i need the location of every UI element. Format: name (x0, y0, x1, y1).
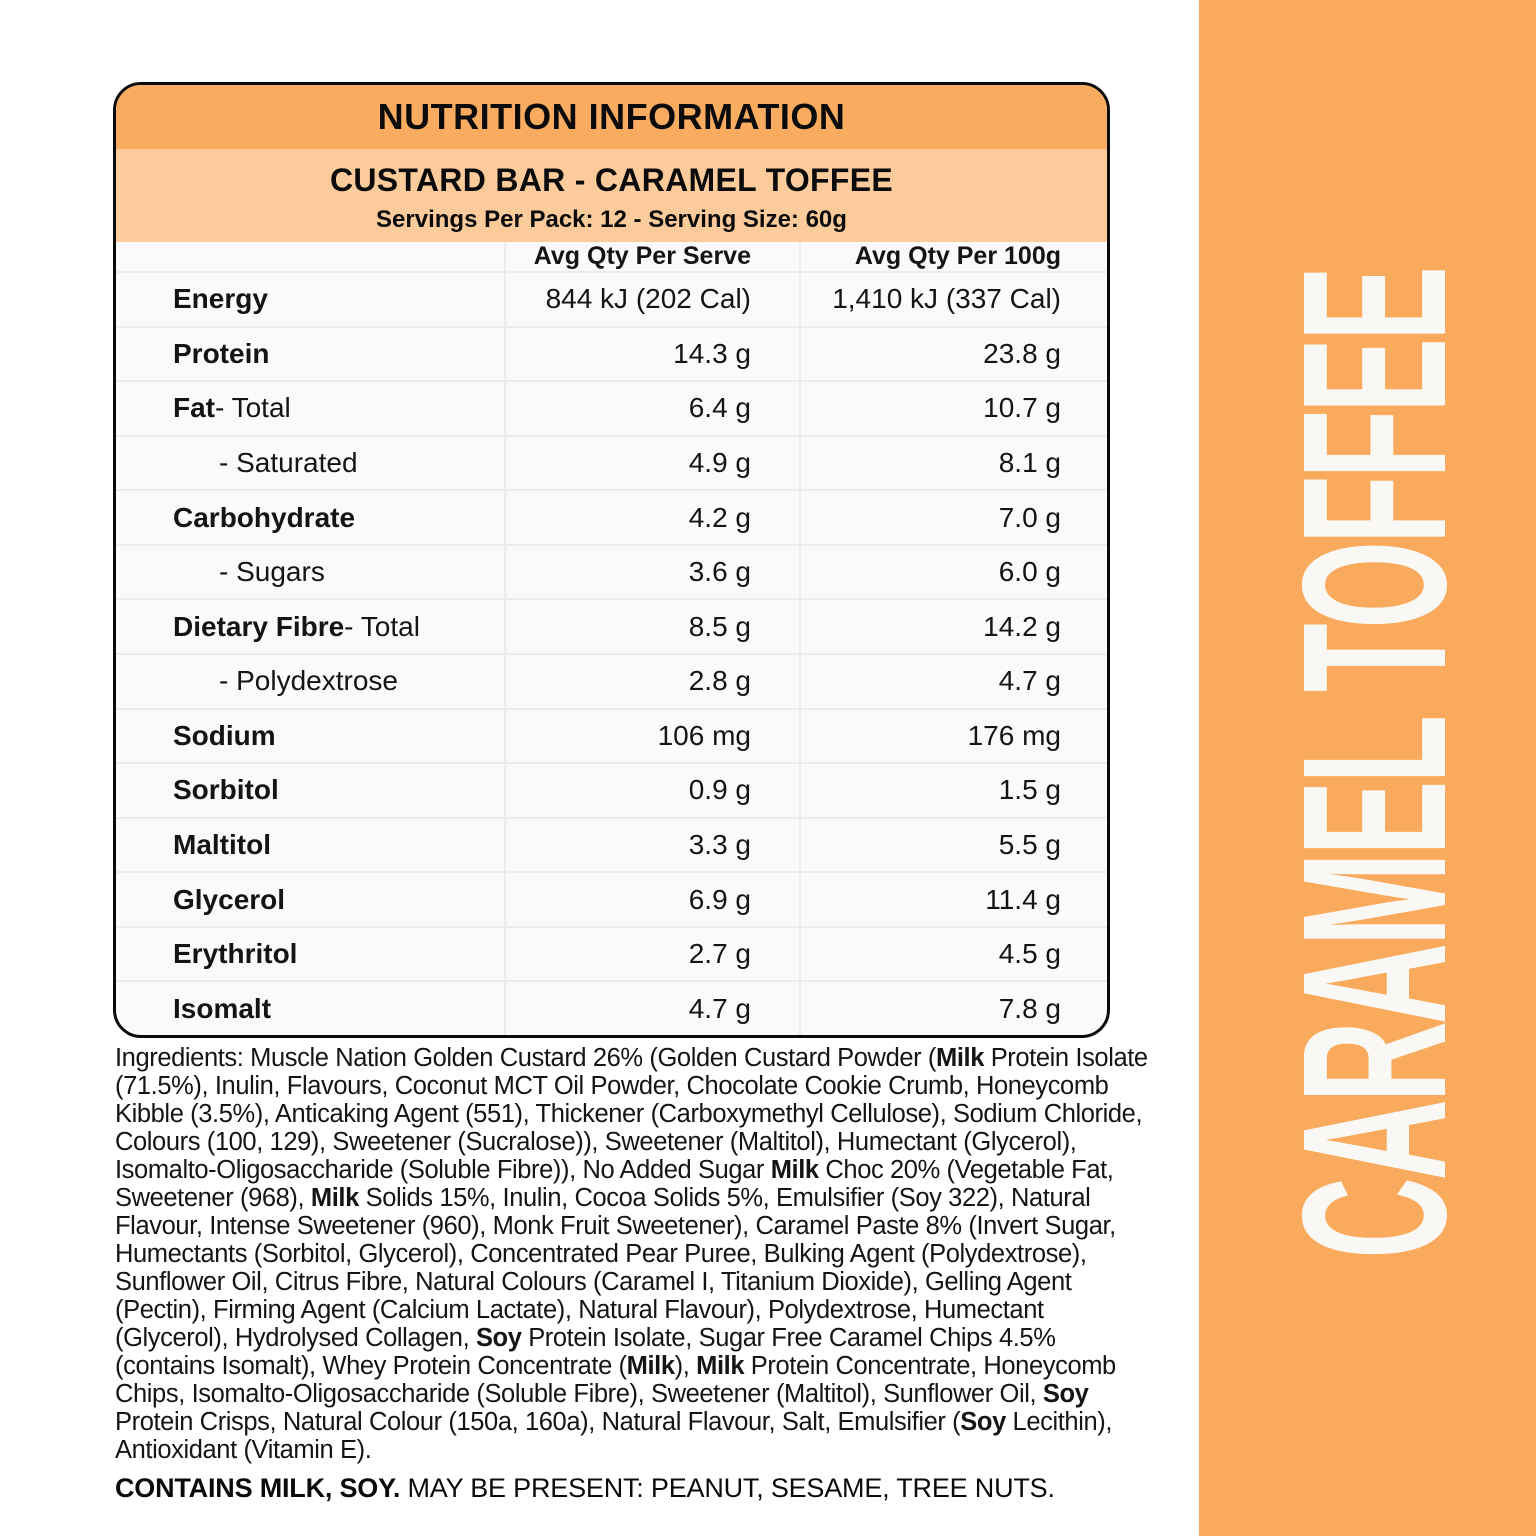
nutrient-label: Energy (116, 273, 506, 326)
nutrition-row (116, 271, 1107, 326)
nutrition-row (116, 871, 1107, 926)
value-per-100g: 4.7 g (998, 665, 1061, 697)
nutrition-row (116, 980, 1107, 1035)
value-per-serve: 8.5 g (506, 600, 801, 653)
value-per-100g: 10.7 g (983, 392, 1061, 424)
value-per-serve: 2.8 g (506, 655, 801, 708)
nutrition-row (116, 762, 1107, 817)
value-per-serve: 3.6 g (506, 546, 801, 599)
value-per-100g: 7.0 g (998, 501, 1061, 533)
nutrition-table (116, 242, 1107, 1035)
value-per-100g: 176 mg (967, 719, 1061, 751)
nutrient-label: - Sugars (116, 546, 506, 599)
value-per-100g: 5.5 g (998, 828, 1061, 860)
value-per-serve: 106 mg (506, 710, 801, 763)
nutrition-row (116, 380, 1107, 435)
nutrition-row (116, 708, 1107, 763)
nutrient-label: Protein (116, 328, 506, 381)
nutrient-label: Sodium (116, 710, 506, 763)
nutrition-row (116, 926, 1107, 981)
value-per-100g: 11.4 g (985, 883, 1061, 915)
nutrient-label: Erythritol (116, 928, 506, 981)
col-header-serve: Avg Qty Per Serve (506, 242, 801, 271)
nutrition-row (116, 653, 1107, 708)
nutrition-row (116, 598, 1107, 653)
flavor-sidebar (1199, 0, 1536, 1536)
value-per-100g: 8.1 g (998, 446, 1061, 478)
value-per-serve: 14.3 g (506, 328, 801, 381)
value-per-100g: 4.5 g (998, 938, 1061, 970)
value-per-serve: 844 kJ (202 Cal) (506, 273, 801, 326)
value-per-serve: 3.3 g (506, 819, 801, 872)
servings-line: Servings Per Pack: 12 - Serving Size: 60g (376, 206, 847, 233)
product-band (116, 149, 1107, 242)
value-per-serve: 4.9 g (506, 437, 801, 490)
nutrient-label: Isomalt (116, 982, 506, 1035)
value-per-100g: 6.0 g (998, 556, 1061, 588)
product-title: CUSTARD BAR - CARAMEL TOFFEE (329, 162, 894, 198)
col-header-100g: Avg Qty Per 100g (854, 242, 1061, 270)
col-header-empty (116, 242, 506, 271)
value-per-serve: 4.2 g (506, 491, 801, 544)
value-per-100g: 14.2 g (983, 610, 1061, 642)
fine-print-block (115, 1044, 1155, 1504)
value-per-serve: 6.9 g (506, 873, 801, 926)
nutrient-label: Sorbitol (116, 764, 506, 817)
nutrition-header-band (116, 85, 1107, 149)
nutrient-label: - Polydextrose (116, 655, 506, 708)
nutrient-label: Carbohydrate (116, 491, 506, 544)
value-per-serve: 6.4 g (506, 382, 801, 435)
nutrition-header-title: NUTRITION INFORMATION (377, 96, 846, 137)
value-per-100g: 1.5 g (998, 774, 1061, 806)
allergen-statement: CONTAINS MILK, SOY. MAY BE PRESENT: PEANUT, SESAME, TREE NUTS. (115, 1473, 1055, 1503)
value-per-serve: 2.7 g (506, 928, 801, 981)
value-per-serve: 4.7 g (506, 982, 801, 1035)
nutrient-label: Fat - Total (116, 382, 506, 435)
nutrient-label: Dietary Fibre - Total (116, 600, 506, 653)
table-header-row (116, 242, 1107, 271)
nutrient-label: Maltitol (116, 819, 506, 872)
value-per-100g: 23.8 g (983, 337, 1061, 369)
nutrition-row (116, 817, 1107, 872)
nutrition-panel (113, 82, 1110, 1038)
flavor-vertical-text: CARAMEL TOFFEE (1260, 269, 1489, 1259)
value-per-serve: 0.9 g (506, 764, 801, 817)
nutrition-row (116, 326, 1107, 381)
nutrition-row (116, 435, 1107, 490)
nutrition-rows (116, 271, 1107, 1035)
value-per-100g: 1,410 kJ (337 Cal) (832, 283, 1061, 315)
nutrient-label: - Saturated (116, 437, 506, 490)
nutrition-row (116, 544, 1107, 599)
nutrient-label: Glycerol (116, 873, 506, 926)
value-per-100g: 7.8 g (998, 992, 1061, 1024)
nutrition-row (116, 489, 1107, 544)
ingredients-text: Ingredients: Muscle Nation Golden Custard 26% (Golden Custard Powder (Milk Protein Isolate (71.5%), Inulin, Flavours, Coconut MCT Oil Powder, Chocolate Cookie Crumb, Honeycomb Kibble (3.5%), Anticaking Agent (551), Thickener (Carboxymethyl Cellulose), Sodium Chloride, Colours (100, 129), Sweetener (Sucralose)), Sweetener (Maltitol), Humectant (Glycerol), Isomalto-Oligosaccharide (Soluble Fibre)), No Added Sugar Milk Choc 20% (Vegetable Fat, Sweetener (968), Milk Solids 15%, Inulin, Cocoa Solids 5%, Emulsifier (Soy 322), Natural Flavour, Intense Sweetener (960), Monk Fruit Sweetener), Caramel Paste 8% (Invert Sugar, Humectants (Sorbitol, Glycerol), Concentrated Pear Puree, Bulking Agent (Polydextrose), Sunflower Oil, Citrus Fibre, Natural Colours (Caramel I, Titanium Dioxide), Gelling Agent (Pectin), Firming Agent (Calcium Lactate), Natural Flavour), Polydextrose, Humectant (Glycerol), Hydrolysed Collagen, Soy Protein Isolate, Sugar Free Caramel Chips 4.5% (contains Isomalt), Whey Protein Concentrate (Milk), Milk Protein Concentrate, Honeycomb Chips, Isomalto-Oligosaccharide (Soluble Fibre), Sweetener (Maltitol), Sunflower Oil, Soy Protein Crisps, Natural Colour (150a, 160a), Natural Flavour, Salt, Emulsifier (Soy Lecithin), Antioxidant (Vitamin E). (115, 1044, 1148, 1464)
